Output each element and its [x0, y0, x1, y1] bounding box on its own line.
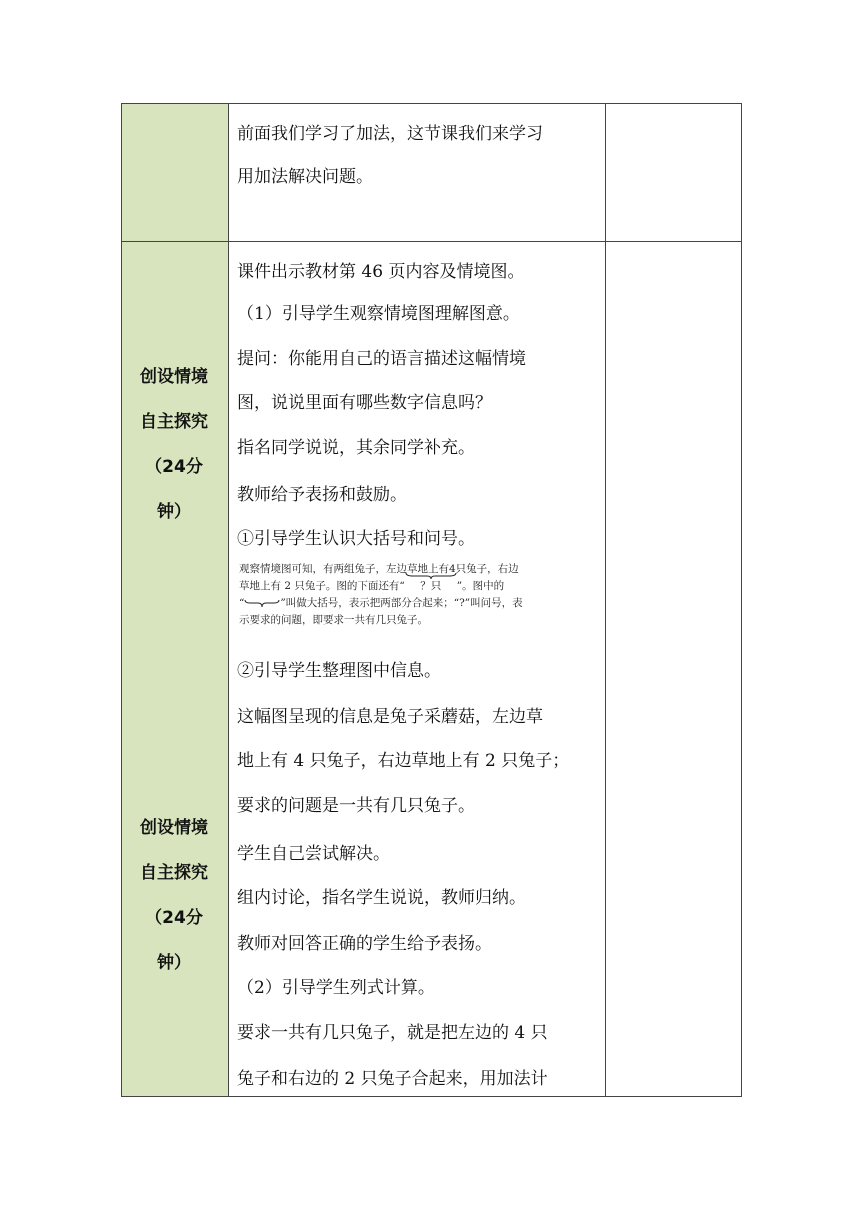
content-line: 课件出示教材第 46 页内容及情境图。 [237, 262, 525, 282]
brace-icon [405, 572, 457, 580]
row1-line-2: 用加法解决问题。 [237, 167, 373, 187]
stage-label-line: 自主探究 [140, 412, 208, 432]
excerpt-line: “ ”叫做大括号，表示把两部分合起来；“?”叫问号，表 [239, 597, 523, 609]
row1-notes-cell [605, 103, 742, 242]
content-line: 地上有 4 只兔子，右边草地上有 2 只兔子； [237, 751, 570, 771]
content-line: 指名同学说说，其余同学补充。 [237, 438, 475, 458]
row2-notes-cell [605, 241, 742, 1097]
content-line: 这幅图呈现的信息是兔子采蘑菇，左边草 [237, 707, 543, 727]
stage-label-line: 创设情境 [140, 367, 208, 387]
content-line: 图，说说里面有哪些数字信息吗？ [237, 393, 492, 413]
content-line: （1）引导学生观察情境图理解图意。 [237, 304, 520, 324]
stage-label-bottom [121, 806, 227, 986]
excerpt-line: 观察情境图可知，有两组兔子，左边草地上有4只兔子，右边 [239, 563, 519, 575]
content-line: 要求一共有几只兔子，就是把左边的 4 只 [237, 1023, 548, 1043]
stage-label-top [121, 355, 227, 535]
textbook-excerpt [239, 561, 559, 629]
lesson-plan-table [121, 103, 742, 1097]
content-line: 组内讨论，指名学生说说，教师归纳。 [237, 888, 526, 908]
content-line: （2）引导学生列式计算。 [237, 978, 435, 998]
stage-label-line: 钟） [157, 953, 191, 973]
stage-label-line: 自主探究 [140, 863, 208, 883]
row1-line-1: 前面我们学习了加法，这节课我们来学习 [237, 124, 543, 144]
content-line: ①引导学生认识大括号和问号。 [237, 529, 475, 549]
content-line: 要求的问题是一共有几只兔子。 [237, 796, 475, 816]
excerpt-line: 示要求的问题，即要求一共有几只兔子。 [239, 614, 428, 626]
stage-label-line: 钟） [157, 502, 191, 522]
content-line: 学生自己尝试解决。 [237, 844, 390, 864]
stage-label-line: 创设情境 [140, 818, 208, 838]
excerpt-line: 草地上有 2 只兔子。图的下面还有“ ？只 ”。图中的 [239, 578, 559, 595]
content-line: 教师对回答正确的学生给予表扬。 [237, 934, 492, 954]
stage-label-line: （24分 [145, 457, 203, 477]
brace-icon [244, 599, 280, 608]
content-line: ②引导学生整理图中信息。 [237, 661, 441, 681]
content-line: 教师给予表扬和鼓励。 [237, 485, 407, 505]
content-line: 提问：你能用自己的语言描述这幅情境 [237, 349, 526, 369]
stage-label-line: （24分 [145, 908, 203, 928]
row1-label-cell [121, 103, 229, 242]
content-line: 兔子和右边的 2 只兔子合起来，用加法计 [237, 1069, 548, 1089]
